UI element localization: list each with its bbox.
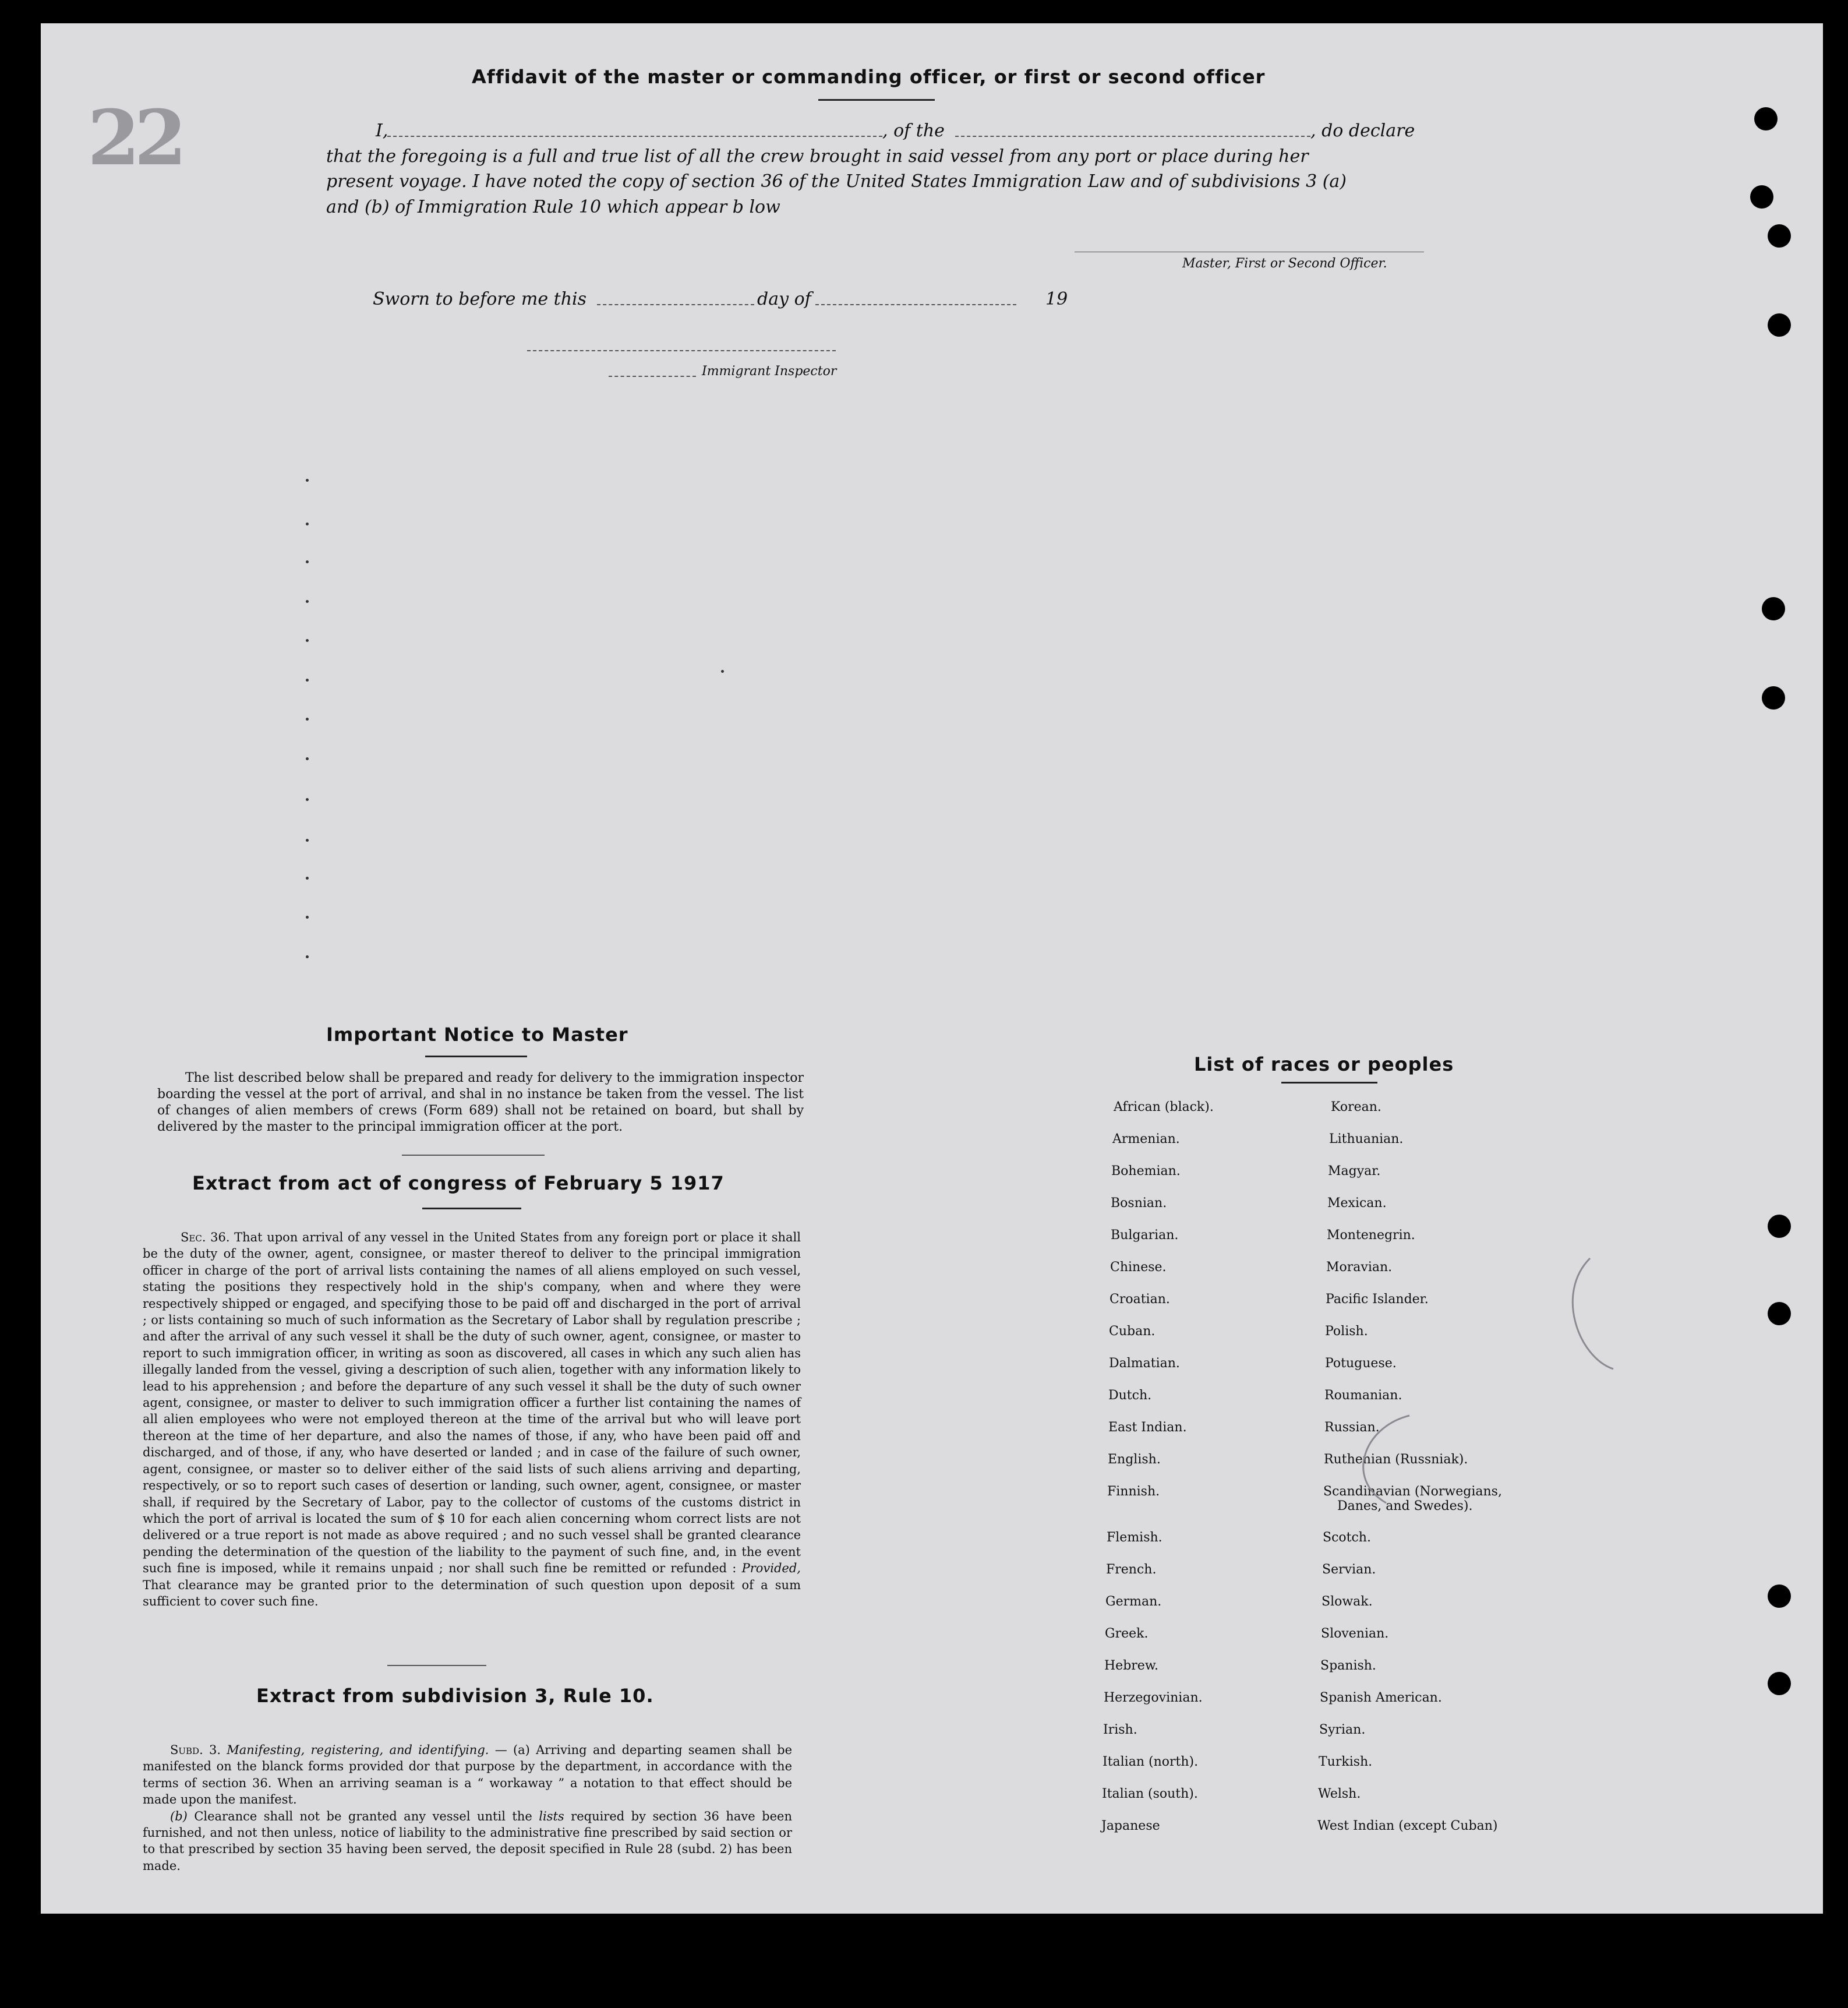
divider — [387, 1665, 486, 1666]
race-item: Dalmatian. — [1109, 1356, 1180, 1371]
inspector-line — [527, 350, 836, 351]
affidavit-title: Affidavit of the master or commanding officer, or first or second officer — [472, 66, 1266, 88]
race-item: French. — [1106, 1562, 1157, 1577]
binder-hole — [1768, 1302, 1791, 1325]
race-item: Spanish American. — [1320, 1691, 1442, 1705]
ditto-mark — [306, 955, 309, 958]
race-item: Greek. — [1105, 1626, 1149, 1641]
inspector-label: Immigrant Inspector — [702, 364, 837, 379]
race-item: Potuguese. — [1325, 1356, 1397, 1371]
page-number-stamp: 22 — [87, 93, 181, 182]
race-item: Flemish. — [1107, 1530, 1162, 1545]
ditto-mark — [306, 877, 309, 880]
race-item: Spanish. — [1320, 1658, 1376, 1673]
ditto-mark — [306, 718, 309, 721]
notice-text: The list described below shall be prepared and ready for delivery to the immigration inspector boarding the vessel at the port of arrival, and shal in no instance be taken from the vessel. The list of changes of alien members of crews (Form 689) shall not be retained on board, but shall by delivered by the master to the principal immigration officer at the port. — [157, 1071, 804, 1134]
provided-word: Provided, — [741, 1561, 801, 1576]
races-title: List of races or peoples — [1194, 1053, 1454, 1075]
race-item: Ruthenian (Russniak). — [1324, 1452, 1468, 1467]
race-item: Moravian. — [1326, 1260, 1393, 1275]
race-item: Italian (south). — [1102, 1787, 1198, 1801]
section-36-body: That upon arrival of any vessel in the United States from any foreign port or place it shall be the duty of the owner, agent, consignee, or master thereof to deliver to the principal immigration officer in charge of the port of arrival lists containing the names of all aliens employed on such vessel, stating the positions they respectively hold in the ship's company, when and where they were respectively shipped or engaged, and specifying those to be paid off and discharged in the port of arrival ; or lists containing so much of such information as the Secretary of Labor shall by regulation prescribe ; and after the arrival of any such vessel it shall be the duty of such owner, agent, consignee, or master to report to such immigration officer, in writing as soon as discovered, all cases in which any such alien has illegally landed from the vessel, giving a description of such alien, together with any information likely to lead to his apprehension ; and before the departure of any such vessel it shall be the duty of such owner agent, consignee, or master to deliver to such immigration officer a further list containing the names of all alien employees who were not employed thereon at the time of the arrival but who will leave port thereon at the time of her departure, and also the names of those, if any, who have been paid off and discharged, and of those, if any, who have deserted or landed ; and in case of the failure of such owner, agent, consignee, or master so to deliver either of the said lists of such aliens arriving and departing, respectively, or so to report such cases of desertion or landing, such owner, agent, consignee, or master shall, if required by the Secretary of Labor, pay to the collector of customs of the customs district in which the port of arrival is located the sum of $ 10 for each alien concerning whom correct lists are not delivered or a true report is not made as above required ; and no such vessel shall be granted clearance pending the determination of the question of the liability to the payment of such fine, and, in the event such fine is imposed, while it remains unpaid ; nor shall such fine be remitted or refunded : — [143, 1230, 801, 1576]
divider — [425, 1056, 527, 1057]
race-item: Slowak. — [1321, 1594, 1373, 1609]
race-item: Servian. — [1322, 1562, 1376, 1577]
vessel-blank — [955, 136, 1310, 137]
part-b-body-2: required by section 36 have been furnished, and not then unless, notice of liability to the administrative fine prescribed by said section or to that prescribed by section 35 having been served, the deposit specified in Rule 28 (subd. 2) has been made. — [143, 1809, 792, 1873]
binder-hole — [1762, 597, 1785, 620]
race-item: Welsh. — [1318, 1787, 1361, 1801]
race-item: Italian (north). — [1103, 1755, 1199, 1769]
race-item: West Indian (except Cuban) — [1317, 1819, 1498, 1833]
affidavit-line1-declare: , do declare — [1310, 121, 1415, 141]
subd-label: Subd. 3. — [170, 1743, 221, 1757]
affidavit-line2: that the foregoing is a full and true list of all the crew brought in said vessel from any port or place during her — [326, 146, 1309, 167]
notice-title: Important Notice to Master — [326, 1024, 628, 1046]
race-item: Bulgarian. — [1111, 1228, 1179, 1243]
ditto-mark — [306, 839, 309, 842]
binder-hole — [1768, 1584, 1791, 1608]
race-item: Chinese. — [1110, 1260, 1167, 1275]
race-item: German. — [1105, 1594, 1162, 1609]
ditto-mark — [306, 757, 309, 760]
inspector-line-short — [609, 376, 696, 377]
race-item: Japanese — [1101, 1819, 1160, 1833]
divider — [422, 1208, 521, 1209]
race-item: Syrian. — [1319, 1723, 1366, 1737]
race-item: Polish. — [1325, 1324, 1368, 1339]
affidavit-line4: and (b) of Immigration Rule 10 which appear b low — [326, 197, 780, 217]
sworn-prefix: Sworn to before me this — [373, 289, 587, 309]
ditto-mark — [721, 670, 724, 673]
binder-hole — [1768, 1672, 1791, 1695]
race-item: Russian. — [1324, 1420, 1380, 1435]
race-item: Cuban. — [1109, 1324, 1156, 1339]
ditto-mark — [306, 600, 309, 603]
sworn-day-blank — [597, 304, 754, 305]
binder-hole — [1762, 686, 1785, 710]
race-item: Slovenian. — [1321, 1626, 1389, 1641]
race-item: Magyar. — [1328, 1164, 1381, 1178]
pencil-marks — [1310, 1223, 1660, 1515]
ditto-mark — [306, 560, 309, 563]
ditto-mark — [306, 479, 309, 482]
binder-hole — [1750, 185, 1773, 209]
part-b-body-1: Clearance shall not be granted any vessel until the — [194, 1809, 532, 1823]
race-item: Irish. — [1103, 1723, 1137, 1737]
race-item: Finnish. — [1107, 1484, 1160, 1499]
affidavit-line1-i: I, — [376, 121, 388, 141]
race-item: Montenegrin. — [1327, 1228, 1415, 1243]
race-item: East Indian. — [1108, 1420, 1187, 1435]
part-a-paragraph — [143, 1742, 792, 1808]
race-item: Croatian. — [1109, 1292, 1170, 1307]
subd-heading: Manifesting, registering, and identifying. — [227, 1743, 489, 1757]
race-item: Scotch. — [1323, 1530, 1371, 1545]
race-item: English. — [1108, 1452, 1161, 1467]
subdivision-3-text — [143, 1742, 792, 1874]
part-b-paragraph — [143, 1808, 792, 1875]
extract-rule-title: Extract from subdivision 3, Rule 10. — [256, 1685, 654, 1707]
section-36-end: That clearance may be granted prior to the determination of such question upon deposit of a sum sufficient to cover such fine. — [143, 1578, 801, 1608]
section-36-text — [143, 1229, 801, 1610]
race-item: Mexican. — [1327, 1196, 1387, 1211]
race-item: Bohemian. — [1111, 1164, 1181, 1178]
divider — [402, 1155, 545, 1156]
part-a-label: — (a) — [494, 1743, 530, 1757]
race-item: Pacific Islander. — [1326, 1292, 1429, 1307]
document-page — [41, 23, 1823, 1914]
ditto-mark — [306, 679, 309, 682]
race-item: Roumanian. — [1324, 1388, 1402, 1403]
affidavit-line3: present voyage. I have noted the copy of section 36 of the United States Immigration Law and of subdivisions 3 (a) — [326, 171, 1347, 192]
race-item: Dutch. — [1108, 1388, 1152, 1403]
binder-hole — [1768, 313, 1791, 337]
affidavit-line1-of-the: , of the — [882, 121, 945, 141]
sworn-month-blank — [815, 304, 1016, 305]
race-item: Lithuanian. — [1329, 1132, 1404, 1146]
race-item: Herzegovinian. — [1104, 1691, 1203, 1705]
binder-hole — [1768, 1215, 1791, 1238]
name-blank — [387, 136, 882, 137]
divider — [818, 99, 935, 101]
race-item: Korean. — [1331, 1100, 1381, 1114]
extract-act-title: Extract from act of congress of February 5 1917 — [192, 1172, 725, 1194]
race-item: Hebrew. — [1104, 1658, 1159, 1673]
race-item: African (black). — [1114, 1100, 1214, 1114]
sworn-day-of: day of — [757, 289, 811, 309]
binder-hole — [1768, 224, 1791, 248]
divider — [1281, 1082, 1377, 1084]
sworn-year: 19 — [1045, 289, 1068, 309]
binder-hole — [1754, 107, 1778, 130]
race-item: Bosnian. — [1111, 1196, 1167, 1211]
part-b-lists: lists — [539, 1809, 564, 1823]
ditto-mark — [306, 639, 309, 642]
ditto-mark — [306, 798, 309, 801]
signature-label: Master, First or Second Officer. — [1182, 256, 1387, 271]
ditto-mark — [306, 916, 309, 919]
race-item: Armenian. — [1112, 1132, 1180, 1146]
race-item-continuation: Danes, and Swedes). — [1337, 1499, 1473, 1513]
part-b-label: (b) — [170, 1809, 188, 1823]
section-label: Sec. 36. — [181, 1230, 230, 1244]
race-item: Scandinavian (Norwegians, — [1323, 1484, 1502, 1499]
part-a-body: Arriving and departing seamen shall be manifested on the blanck forms provided dor that purpose by the department, in accordance with the terms of section 36. When an arriving seaman is a “ workaway ” a notation to that effect should be made upon the manifest. — [143, 1743, 792, 1807]
ditto-mark — [306, 523, 309, 525]
race-item: Turkish. — [1319, 1755, 1373, 1769]
